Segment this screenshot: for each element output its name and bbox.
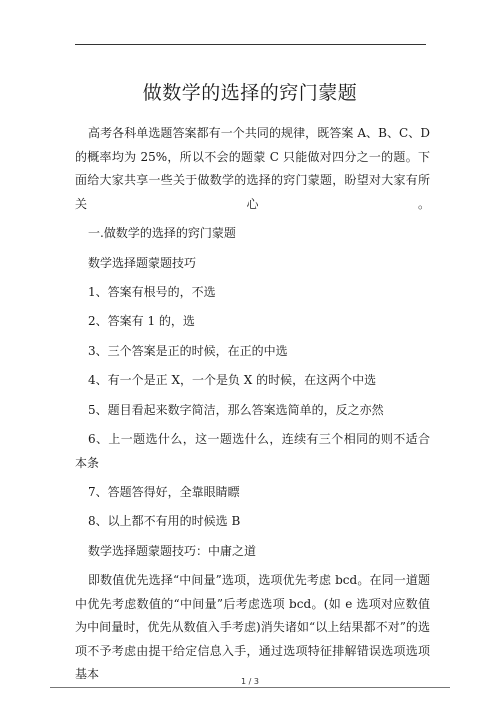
header-rule bbox=[75, 44, 426, 45]
subsection-heading: 数学选择题蒙题技巧：中庸之道 bbox=[88, 543, 257, 558]
tip-item: 4、有一个是正 X，一个是负 X 的时候，在这两个中选 bbox=[88, 373, 377, 388]
tip-item: 2、答案有 1 的，选 bbox=[88, 314, 195, 329]
tip-item: 7、答题答得好，全靠眼睛瞟 bbox=[88, 484, 240, 499]
page-number: 1 / 3 bbox=[241, 677, 259, 686]
tip-item: 3、三个答案是正的时候，在正的中选 bbox=[88, 343, 288, 358]
document-body bbox=[75, 122, 430, 693]
intro-paragraph: 高考各科单选题答案都有一个共同的规律，既答案 A、B、C、D 的概率均为 25%，所以不会的题蒙 C 只能做对四分之一的题。下面给大家共享一些关于做数学的选择的窍门蒙题，盼望对大家有所关心。 bbox=[75, 126, 430, 211]
body-paragraph: 即数值优先选择“中间量”选项，选项优先考虑 bcd。在同一道题中优先考虑数值的“中间量”后考虑选项 bcd。(如 e 选项对应数值为中间量时，优先从数值入手考虑)消失诸如“以上结果都不对”的选项不予考虑由提干给定信息入手，通过选项特征排解错误选项选项基本 bbox=[75, 573, 430, 682]
tip-item: 1、答案有根号的，不选 bbox=[88, 284, 216, 299]
tip-item: 8、以上都不有用的时候选 B bbox=[88, 514, 241, 529]
subsection-heading: 数学选择题蒙题技巧 bbox=[88, 255, 197, 270]
tip-item: 5、题目看起来数字简洁，那么答案选简单的，反之亦然 bbox=[88, 402, 384, 417]
page-title: 做数学的选择的窍门蒙题 bbox=[142, 82, 358, 104]
footer-rule bbox=[50, 687, 450, 688]
section-heading: 一.做数学的选择的窍门蒙题 bbox=[88, 226, 236, 241]
tip-item: 6、上一题选什么，这一题选什么，连续有三个相同的则不适合本条 bbox=[75, 431, 430, 470]
